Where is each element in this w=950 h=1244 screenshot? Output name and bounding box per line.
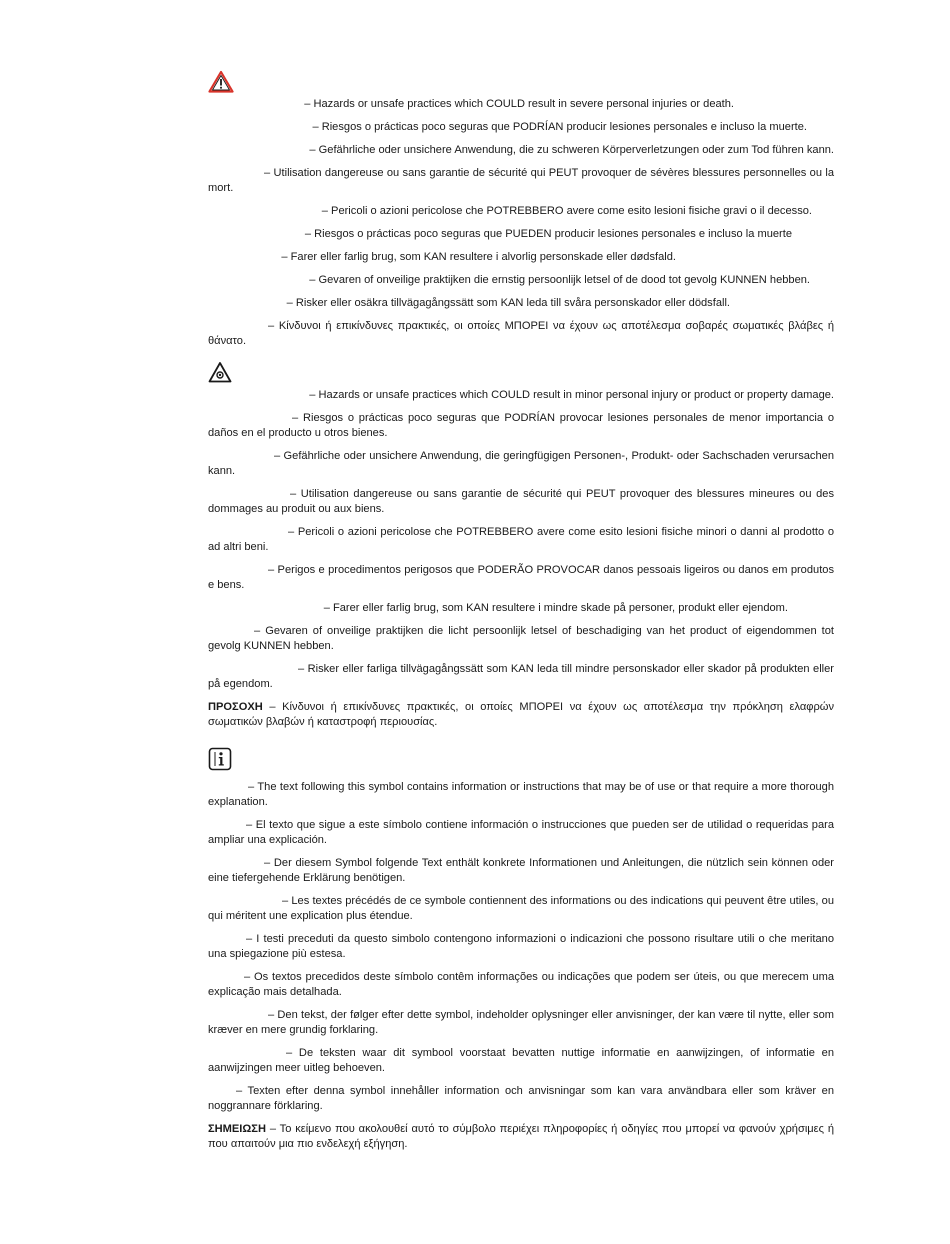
note-text-es: – El texto que sigue a este símbolo contiene información o instrucciones que pueden ser de utilidad o requeridas para ampliar una explicación. [208,819,834,846]
note-text-en: – The text following this symbol contains information or instructions that may be of use or that require a more thorough explanation. [208,781,834,808]
caution-triangle-dot-icon [208,361,232,383]
note-section [208,744,834,1152]
note-text-sv: – Texten efter denna symbol innehåller information och anvisningar som kan vara användbara eller som kräver en noggrannare förklaring. [208,1085,834,1112]
note-greek-label: ΣΗΜΕΙΩΣΗ [208,1123,266,1135]
warning-triangle-exclamation-icon [208,70,234,93]
warning-text-da: – Farer eller farlig brug, som KAN resultere i alvorlig personskade eller dødsfald. [281,251,676,263]
warning-text-it: – Pericoli o azioni pericolose che POTREBBERO avere come esito lesioni fisiche gravi o il decesso. [321,205,812,217]
info-book-icon [208,747,232,771]
warning-text-de: – Gefährliche oder unsichere Anwendung, die zu schweren Körperverletzungen oder zum Tod führen kann. [309,144,834,156]
note-text-fr: – Les textes précédés de ce symbole contiennent des informations ou des indications qui peuvent être utiles, ou qui méritent une explication plus étendue. [208,895,834,922]
caution-symbol [208,357,834,387]
caution-text-it: – Pericoli o azioni pericolose che POTREBBERO avere come esito lesioni fisiche minori o danni al prodotto o ad altri beni. [208,526,834,553]
note-symbol [208,744,834,774]
caution-text-pt: – Perigos e procedimentos perigosos que PODERÃO PROVOCAR danos pessoais ligeiros ou danos em produtos e bens. [208,564,834,591]
warning-text-nl: – Gevaren of onveilige praktijken die ernstig persoonlijk letsel of de dood tot gevolg KUNNEN hebben. [309,274,810,286]
caution-text-de: – Gefährliche oder unsichere Anwendung, die geringfügigen Personen-, Produkt- oder Sachschaden verursachen kann. [208,450,834,477]
warning-symbol [208,66,834,96]
caution-section [208,357,834,730]
note-text-de: – Der diesem Symbol folgende Text enthält konkrete Informationen und Anleitungen, die nützlich sein können oder eine tiefergehende Erklärung benötigen. [208,857,834,884]
caution-text-en: – Hazards or unsafe practices which COULD result in minor personal injury or product or property damage. [309,389,834,401]
caution-greek-text: – Κίνδυνοι ή επικίνδυνες πρακτικές, οι οποίες ΜΠΟΡΕΙ να έχουν ως αποτέλεσμα την πρόκληση ελαφρών σωματικών βλαβών ή καταστροφή περιουσίας. [208,701,834,728]
warning-text-es: – Riesgos o prácticas poco seguras que PODRÍAN producir lesiones personales e incluso la muerte. [312,121,807,133]
note-text-it: – I testi preceduti da questo simbolo contengono informazioni o indicazioni che possono risultare utili o che meritano una spiegazione più estesa. [208,933,834,960]
warning-text-en: – Hazards or unsafe practices which COULD result in severe personal injuries or death. [304,98,734,110]
caution-text-es: – Riesgos o prácticas poco seguras que PODRÍAN provocar lesiones personales de menor importancia o daños en el producto u otros bienes. [208,412,834,439]
caution-text-da: – Farer eller farlig brug, som KAN resultere i mindre skade på personer, produkt eller ejendom. [323,602,788,614]
caution-text-sv: – Risker eller farliga tillvägagångssätt som KAN leda till mindre personskador eller skador på produkten eller på egendom. [208,663,834,690]
warning-section [208,66,834,349]
note-text-pt: – Os textos precedidos deste símbolo contêm informações ou indicações que podem ser úteis, ou que merecem uma explicação mais detalhada. [208,971,834,998]
caution-text-el [208,700,834,730]
warning-text-fr: – Utilisation dangereuse ou sans garantie de sécurité qui PEUT provoquer de sévères blessures personnelles ou la mort. [208,167,834,194]
warning-text-es2: – Riesgos o prácticas poco seguras que PUEDEN producir lesiones personales e incluso la muerte [304,228,792,240]
caution-text-nl: – Gevaren of onveilige praktijken die licht persoonlijk letsel of beschadiging van het product of eigendommen tot gevolg KUNNEN hebben. [208,625,834,652]
note-text-da: – Den tekst, der følger efter dette symbol, indeholder oplysninger eller anvisninger, der kan være til nytte, eller som kræver en mere grundig forklaring. [208,1009,834,1036]
document-page [208,66,834,1160]
note-greek-text: – Το κείμενο που ακολουθεί αυτό το σύμβολο περιέχει πληροφορίες ή οδηγίες που μπορεί να φανούν χρήσιμες ή που απαιτούν μια πιο ενδελεχή εξήγηση. [208,1123,834,1150]
caution-greek-label: ΠΡΟΣΟΧΗ [208,701,263,713]
note-text-nl: – De teksten waar dit symbool voorstaat bevatten nuttige informatie en aanwijzingen, of informatie en aanwijzingen meer uitleg behoeven. [208,1047,834,1074]
caution-text-fr: – Utilisation dangereuse ou sans garantie de sécurité qui PEUT provoquer des blessures mineures ou des dommages au produit ou aux biens. [208,488,834,515]
warning-text-el: – Κίνδυνοι ή επικίνδυνες πρακτικές, οι οποίες ΜΠΟΡΕΙ να έχουν ως αποτέλεσμα σοβαρές σωματικές βλάβες ή θάνατο. [208,320,834,347]
note-text-el [208,1122,834,1152]
warning-text-sv: – Risker eller osäkra tillvägagångssätt som KAN leda till svåra personskador eller dödsfall. [286,297,730,309]
